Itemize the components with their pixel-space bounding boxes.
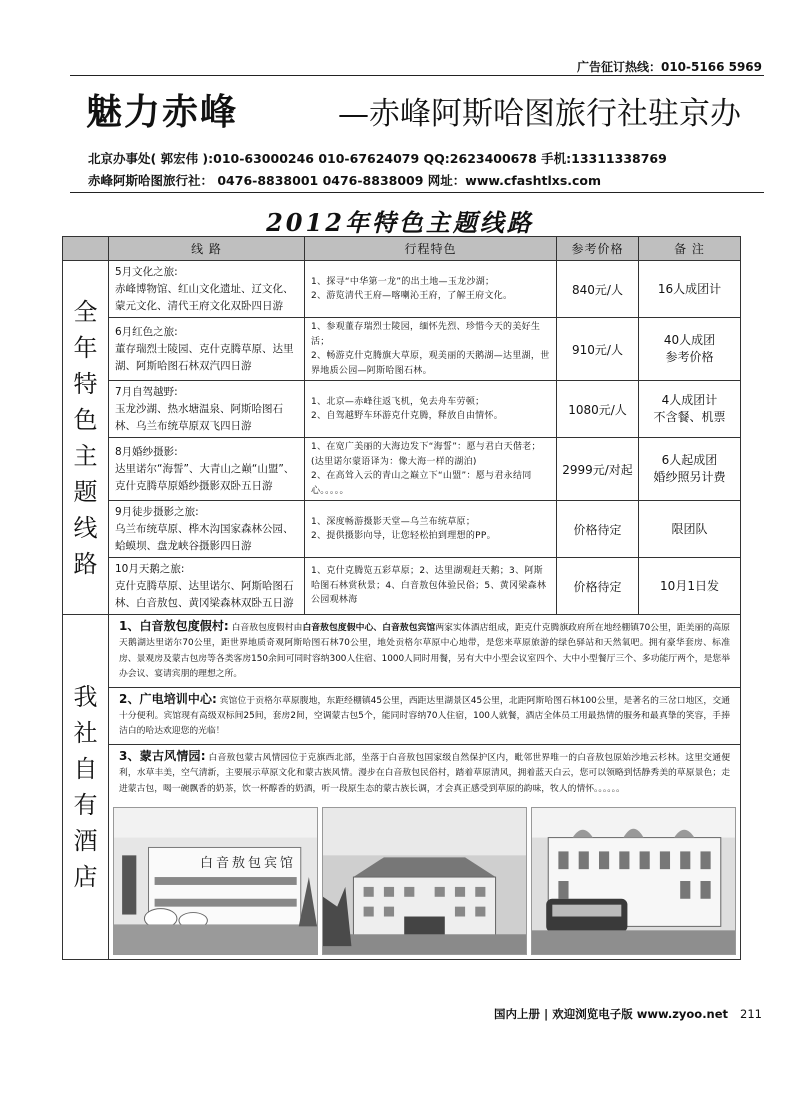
- route-note: 16人成团计: [639, 261, 741, 318]
- route-name: 5月文化之旅: 赤峰博物馆、红山文化遗址、辽文化、蒙元文化、清代王府文化双卧四日游: [109, 261, 305, 318]
- header-rule: [70, 192, 764, 193]
- top-rule: [70, 75, 764, 76]
- table-row: [63, 438, 741, 501]
- header-route: 线 路: [109, 237, 305, 261]
- contact-beijing: 北京办事处( 郭宏伟 ):010-63000246 010-67624079 QQ:2623400678 手机:13311338769: [88, 151, 667, 166]
- table-row: [63, 501, 741, 558]
- footer: [494, 1006, 762, 1022]
- side-label-char: 社: [73, 719, 98, 748]
- page-subtitle: —赤峰阿斯哈图旅行社驻京办: [338, 96, 741, 132]
- route-name: 9月徒步摄影之旅: 乌兰布统草原、桦木沟国家森林公园、蛤蟆坝、盘龙峡谷摄影四日游: [109, 501, 305, 558]
- side-label-char: 店: [73, 863, 98, 892]
- ad-hotline: 广告征订热线：010-5166 5969: [576, 60, 762, 74]
- hotel-text-bold: 白音敖包度假中心、白音敖包宾馆: [302, 623, 436, 633]
- contact-agency: 赤峰阿斯哈图旅行社： 0476-8838001 0476-8838009 网址：www.cfashtlxs.com: [88, 173, 602, 188]
- route-features: 1、深度畅游摄影天堂—乌兰布统草原； 2、提供摄影向导，让您轻松拍到理想的PP。: [305, 501, 557, 558]
- table-row: [63, 558, 741, 615]
- route-name: 10月天鹅之旅: 克什克腾草原、达里诺尔、阿斯哈图石林、白音敖包、黄冈梁森林双卧五日游: [109, 558, 305, 615]
- header-corner: [63, 237, 109, 261]
- side-label-char: 酒: [73, 827, 98, 856]
- hotel-text: 白音敖包蒙古风情园位于克旗西北部，坐落于白音敖包国家级自然保护区内，毗邻世界唯一的白音敖包原始沙地云杉林。这里交通便利，水草丰美，空气清新，主要展示草原文化和蒙古族风情。漫步在白音敖包民俗村，踏着草原清风，拥着蓝天白云，您可以领略到恬静秀美的草原景色；走进蒙古包，喝一碗飘香的奶茶，饮一杯醇香的奶酒，听一段原生态的蒙古族长调，才会真正感受到草原的韵味，牧人的情怀。。。。。。: [119, 752, 730, 794]
- table-row: [63, 318, 741, 381]
- route-note: 4人成团计 不含餐、机票: [639, 381, 741, 438]
- side-label-routes: [63, 261, 109, 615]
- page-number: 211: [740, 1007, 762, 1021]
- hotel-photo-3: [531, 807, 736, 955]
- footer-text: 国内上册 | 欢迎浏览电子版 www.zyoo.net: [493, 1007, 729, 1021]
- hotel-photo-1: [113, 807, 318, 955]
- side-label-char: 全: [73, 297, 98, 326]
- hotel-text: 两家实体酒店组成，距克什克腾旗政府所在地经棚镇70公里，距美丽的高原天鹅湖达里诺尔70公里，距世界地质奇观阿斯哈图石林70公里，地处贡格尔草原中心地带，是您来草原旅游的绿色驿站和天然氧吧。拥有豪华套房、标准房、景观房及蒙古包房等各类客房150余间可同时容纳300人住宿、1000人同时用餐，另有大中小型会议室四个、大中小型餐厅三个、多功能厅两个，是您举办会议、宴请宾朋的理想之所。: [119, 623, 730, 680]
- route-name: 8月婚纱摄影: 达里诺尔“海誓”、大青山之巅“山盟”、克什克腾草原婚纱摄影双卧五日游: [109, 438, 305, 501]
- hotels-cell: [109, 615, 741, 960]
- routes-table: [62, 236, 741, 960]
- route-price: 910元/人: [557, 318, 639, 381]
- hotel-fengqingyuan: [109, 745, 740, 801]
- side-label-char: 色: [73, 405, 98, 434]
- hotel-text: 白音敖包度假村由: [231, 623, 303, 633]
- hotel-title: 2、广电培训中心:: [119, 691, 217, 706]
- side-label-char: 自: [73, 755, 98, 784]
- header-price: 参考价格: [557, 237, 639, 261]
- route-features: 1、克什克腾览五彩草原；2、达里湖观赶天鹅；3、阿斯哈图石林赏秋景；4、白音敖包体验民俗；5、黄冈梁森林公园观林海: [305, 558, 557, 615]
- section-title: 2012年特色主题线路: [266, 208, 534, 237]
- route-price: 价格待定: [557, 558, 639, 615]
- route-note: 6人起成团 婚纱照另计费: [639, 438, 741, 501]
- side-label-char: 特: [73, 369, 98, 398]
- route-note: 10月1日发: [639, 558, 741, 615]
- hotel-baiyinaobao: [109, 615, 740, 688]
- route-note: 限团队: [639, 501, 741, 558]
- side-label-char: 有: [73, 791, 98, 820]
- side-label-char: 主: [73, 441, 98, 470]
- hotel-sign: 白音敖包宾馆: [200, 856, 297, 872]
- hotel-text: 宾馆位于贡格尔草原腹地，东距经棚镇45公里，西距达里湖景区45公里，北距阿斯哈图石林100公里，是著名的三岔口地区，交通十分便利。宾馆现有高级双标间25间，套房2间，空调蒙古包5个，能同时容纳70人住宿，100人就餐，酒店全体员工用最热情的服务和最真挚的笑容，手捧洁白的哈达欢迎您的光临！: [119, 695, 730, 737]
- hotel-guangdian: [109, 688, 740, 745]
- table-row: [63, 381, 741, 438]
- route-name: 6月红色之旅: 董存瑞烈士陵园、克什克腾草原、达里湖、阿斯哈图石林双汽四日游: [109, 318, 305, 381]
- hotels-row: [63, 615, 741, 960]
- page-title: 魅力赤峰: [86, 91, 239, 133]
- hotel-title: 1、白音敖包度假村:: [119, 619, 229, 633]
- route-features: 1、在宽广美丽的大海边发下“海誓”：愿与君白天偕老；(达里诺尔蒙语译为：像大海一样的湖泊) 2、在高耸入云的青山之巅立下“山盟”：愿与君永结同心。。。。。: [305, 438, 557, 501]
- side-label-char: 题: [73, 477, 98, 506]
- hotel-photos: [109, 801, 740, 959]
- header-features: 行程特色: [305, 237, 557, 261]
- side-label-char: 路: [73, 549, 98, 578]
- table-row: [63, 261, 741, 318]
- side-label-char: 我: [73, 683, 98, 712]
- route-price: 价格待定: [557, 501, 639, 558]
- route-note: 40人成团 参考价格: [639, 318, 741, 381]
- hotel-title: 3、蒙古风情园:: [119, 748, 206, 763]
- route-price: 840元/人: [557, 261, 639, 318]
- route-price: 2999元/对起: [557, 438, 639, 501]
- route-features: 1、北京—赤峰往返飞机，免去舟车劳顿； 2、自驾越野车环游克什克腾，释放自由情怀。: [305, 381, 557, 438]
- route-features: 1、探寻“中华第一龙”的出土地—玉龙沙湖； 2、游览清代王府—喀喇沁王府，了解王府文化。: [305, 261, 557, 318]
- route-features: 1、参观董存瑞烈士陵园，缅怀先烈、珍惜今天的美好生活； 2、畅游克什克腾旗大草原，观美丽的天鹅湖—达里湖，世界地质公园—阿斯哈图石林。: [305, 318, 557, 381]
- hotel-photo-2: [322, 807, 527, 955]
- side-label-char: 线: [73, 513, 98, 542]
- route-price: 1080元/人: [557, 381, 639, 438]
- side-label-char: 年: [73, 333, 98, 362]
- header-note: 备 注: [639, 237, 741, 261]
- route-name: 7月自驾越野: 玉龙沙湖、热水塘温泉、阿斯哈图石林、乌兰布统草原双飞四日游: [109, 381, 305, 438]
- side-label-hotels: [63, 615, 109, 960]
